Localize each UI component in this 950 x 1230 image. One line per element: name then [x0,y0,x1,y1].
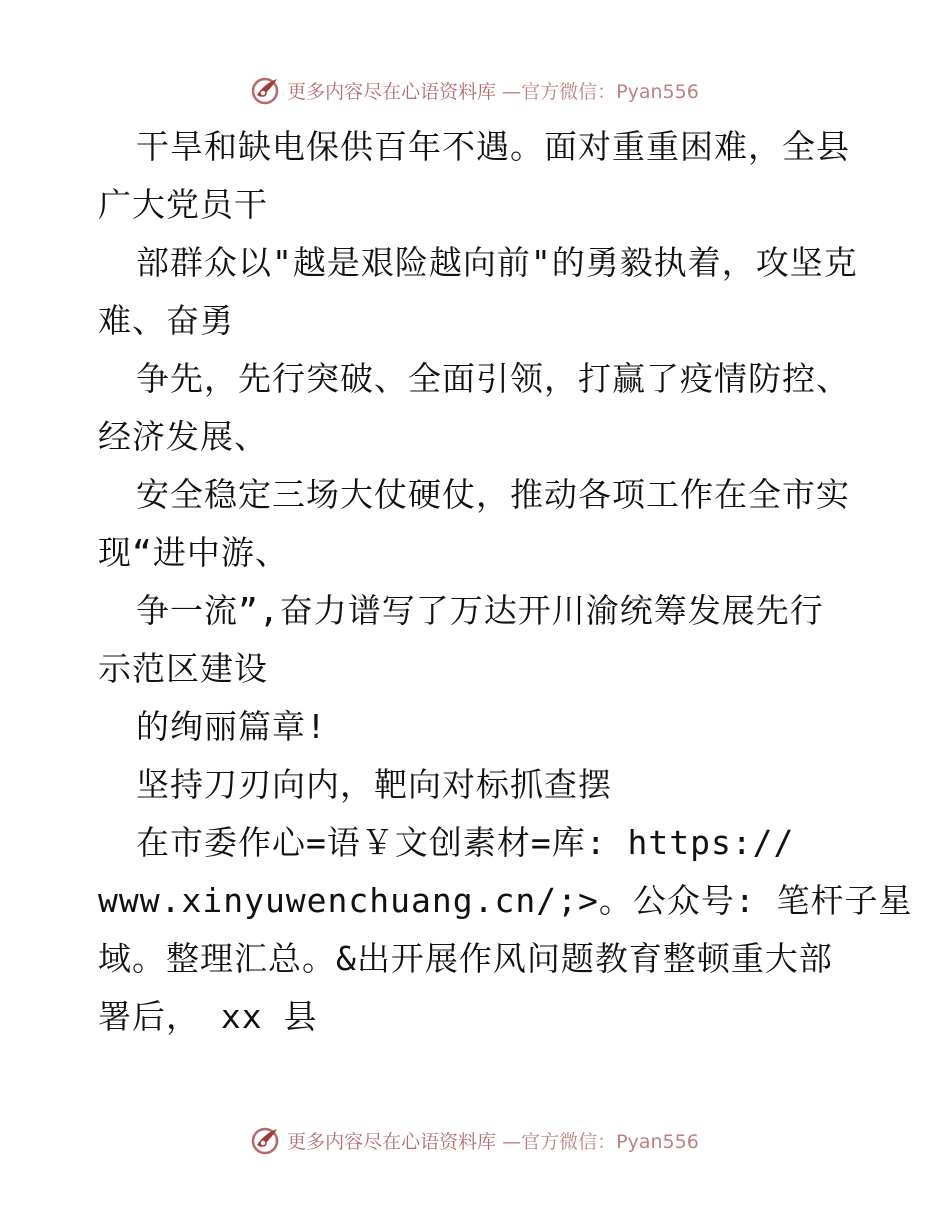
text-line: 干旱和缺电保供百年不遇。面对重重困难，全县 [136,127,850,166]
text-line: 广大党员干 [98,185,268,224]
text-line: 安全稳定三场大仗硬仗，推动各项工作在全市实 [136,475,850,514]
text-line: www.xinyuwenchuang.cn/;>。公众号: 笔杆子星 [98,881,913,920]
text-line: 示范区建设 [98,649,268,688]
text-line: 部群众以"越是艰险越向前"的勇毅执着，攻坚克 [136,243,858,282]
text-line: 经济发展、 [98,417,268,456]
text-line: 现“进中游、 [98,533,289,572]
text-line: 域。整理汇总。&出开展作风问题教育整顿重大部 [98,939,833,978]
text-line: 坚持刀刃向内，靶向对标抓查摆 [136,765,612,804]
text-line: 难、奋勇 [98,301,234,340]
text-line: 的绚丽篇章! [136,707,327,746]
watermark-contact: —官方微信：Pyan556 [502,1130,699,1153]
watermark-brand: 更多内容尽在心语资料库 [287,1130,497,1153]
document-body [98,118,913,1046]
watermark-brand: 更多内容尽在心语资料库 [287,80,497,103]
watermark-contact: —官方微信：Pyan556 [502,80,699,103]
quill-pen-seal-icon [251,1125,281,1155]
text-line: 争先，先行突破、全面引领，打赢了疫情防控、 [136,359,850,398]
header-watermark [0,72,950,108]
text-line: 争一流”,奋力谱写了万达开川渝统筹发展先行 [136,591,824,630]
footer-watermark [0,1122,950,1158]
text-line: 署后， xx 县 [98,997,318,1036]
text-line: 在市委作心=语￥文创素材=库: https:// [136,823,795,862]
quill-pen-seal-icon [251,75,281,105]
